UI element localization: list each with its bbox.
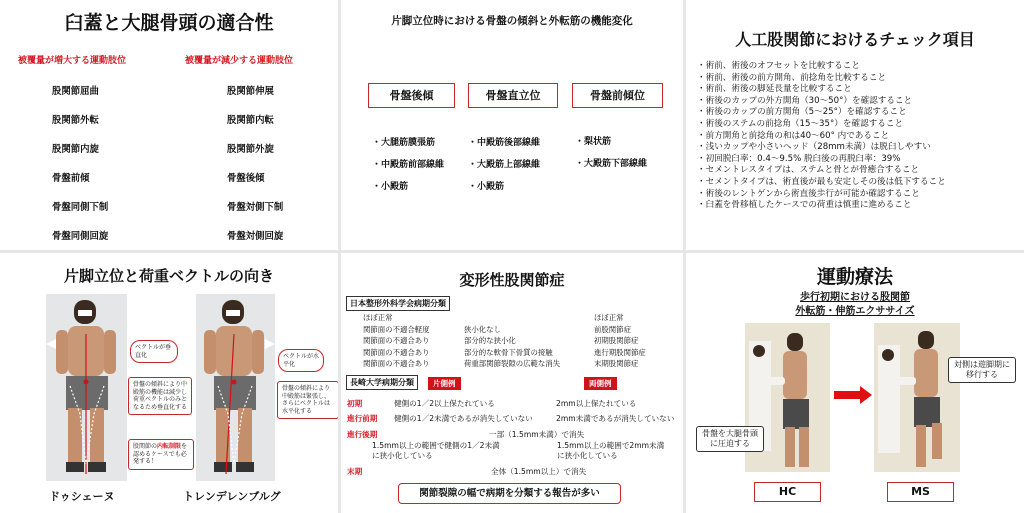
list-item: 骨盤対側下制 [227, 202, 284, 213]
table-cell: 狭小化なし [464, 324, 501, 334]
stage-pre-advanced-bi: 2mm未満であるが消失していない [556, 414, 675, 423]
list-item: ・術前、術後の前方開角、前捻角を比較すること [697, 72, 887, 83]
muscle-list-posterior [372, 132, 444, 198]
table-cell: 進行期股関節症 [594, 347, 646, 357]
list-item: ・大殿筋下部線維 [575, 159, 648, 169]
jos-col-stage [594, 312, 646, 370]
muscle-list-neutral [468, 132, 540, 198]
panel-tha-checklist [686, 0, 1024, 250]
label-trendelenburg: トレンデレンブルグ [183, 490, 281, 503]
panel6-subtitle-2: 外転筋・伸筋エクササイズ [795, 306, 915, 317]
table-cell: 荷重部関節裂隙の広範な消失 [464, 359, 561, 368]
table-cell: 関節面の不適合あり [363, 336, 430, 345]
stage-early-bi: 2mm以上保たれている [556, 399, 637, 408]
list-item: ・術後のカップの外方開角（30〜50°）を確認すること [697, 95, 913, 106]
callout-compress-femoral-head: 骨盤を大腿骨頭に圧迫する [696, 426, 764, 452]
panel6-title: 運動療法 [816, 266, 893, 288]
stage-late-advanced-uni-1: 1.5mm以上の範囲で健側の1／2未満 [372, 441, 500, 450]
table-cell: 末期股関節症 [594, 359, 639, 368]
list-item: 骨盤同側下制 [52, 202, 109, 213]
list-item: 股関節内転 [227, 115, 274, 126]
list-item: ・浅いカップや小さいヘッド（28mm未満）は脱臼しやすい [697, 142, 931, 153]
stage-pre-advanced-uni: 健側の1／2未満であるが消失していない [394, 414, 533, 423]
panel2-title: 片脚立位時における骨盤の傾斜と外転筋の機能変化 [391, 15, 633, 27]
jos-col-joint [363, 312, 430, 370]
panel4-title: 片脚立位と荷重ベクトルの向き [63, 267, 274, 285]
table-cell: 部分的な狭小化 [464, 336, 516, 345]
panel6-subtitle-1: 歩行初期における股関節 [800, 292, 910, 303]
label-hc: HC [754, 482, 821, 502]
list-item: 股関節内旋 [52, 144, 99, 155]
list-item: 股関節伸展 [227, 86, 274, 97]
callout-contralateral-swing: 対側は遊脚期に移行する [948, 357, 1016, 383]
stage-late-advanced-bi-1: 1.5mm以上の範囲で2mm未満 [557, 441, 665, 450]
stage-end-all: 全体（1.5mm以上）で消失 [491, 467, 587, 476]
nagasaki-classification-label: 長崎大学病期分類 [346, 375, 418, 390]
callout-adduction-red: 内転制限 [157, 443, 182, 450]
list-item: ・中殿筋前部線維 [372, 160, 445, 170]
list-item: 股関節屈曲 [52, 86, 99, 97]
table-cell: ほぼ正常 [594, 313, 624, 322]
list-item: ・術後のレントゲンから術直後歩行が可能か確認すること [697, 188, 920, 199]
stage-late-advanced-bi-2: に狭小化している [557, 451, 618, 460]
list-item: ・術後のカップの前方開角（5〜25°）を確認すること [697, 107, 907, 118]
duchenne-photo [46, 294, 127, 481]
panel-hip-oa [341, 253, 683, 513]
callout-adduction-pre: 股関節の [133, 443, 158, 450]
panel1-title: 臼蓋と大腿骨頭の適合性 [64, 12, 274, 34]
stage-late-advanced-top: 一部（1.5mm未満）で消失 [489, 430, 585, 439]
stage-early-uni: 健側の1／2以上保たれている [394, 399, 495, 408]
panel5-title: 変形性股関節症 [459, 271, 565, 289]
panel-pelvic-tilt [341, 0, 683, 250]
list-item: ・セメントレスタイプは、ステムと骨とが骨癒合すること [697, 165, 920, 176]
callout-trendelenburg-explanation: 骨盤の傾斜により中殿筋は緊張し、さらにベクトルは水平化する [277, 381, 338, 419]
list-item: ・大殿筋上部線維 [468, 160, 541, 170]
list-item: ・臼蓋を骨移植したケースでの荷重は慎重に進めること [697, 200, 912, 211]
stage-late-advanced-uni-2: に狭小化している [372, 451, 433, 460]
list-item: ・小殿筋 [372, 182, 409, 192]
list-item: 股関節外転 [52, 115, 99, 126]
footer-note: 関節裂隙の幅で病期を分類する報告が多い [398, 483, 621, 504]
unilateral-badge: 片側例 [428, 377, 461, 390]
ms-photo [874, 323, 960, 472]
table-cell: 関節面の不適合軽度 [363, 324, 430, 334]
callout-adduction-limit [128, 439, 194, 470]
list-item: 骨盤同側回旋 [52, 231, 109, 242]
right-arrow-icon [834, 386, 872, 404]
decrease-header: 被覆量が減少する運動肢位 [185, 56, 294, 66]
stage-late-advanced: 進行後期 [347, 430, 378, 439]
checklist [697, 61, 946, 212]
list-item: 骨盤対側回旋 [227, 231, 284, 242]
table-cell: 前股関節症 [594, 324, 631, 334]
list-item: 骨盤前傾 [52, 173, 90, 184]
stage-early: 初期 [347, 399, 363, 408]
standing-figure-illustration [46, 294, 127, 481]
panel-load-vector [0, 253, 338, 513]
list-item: ・術前、術後の脚延長量を比較すること [697, 84, 852, 95]
list-item: ・梨状筋 [575, 137, 612, 147]
table-cell: 初期股関節症 [594, 336, 639, 345]
table-cell: 部分的な軟骨下骨質の接触 [464, 347, 553, 357]
table-cell: ほぼ正常 [363, 313, 393, 322]
box-neutral: 骨盤直立位 [468, 83, 558, 108]
muscle-list-anterior [575, 131, 647, 175]
jos-classification-label: 日本整形外科学会病期分類 [346, 296, 450, 311]
callout-adduction-post: を認めるケースでも必発する！ [133, 443, 188, 465]
box-anterior-tilt: 骨盤前傾位 [572, 83, 663, 108]
list-item: ・中殿筋後部線維 [468, 138, 541, 148]
table-cell: 関節面の不適合あり [363, 347, 430, 357]
list-item: ・術後のステムの前捻角（15〜35°）を確認すること [697, 118, 904, 129]
trendelenburg-photo [196, 294, 275, 481]
table-cell [464, 312, 560, 324]
list-item: ・セメントタイプは、術直後が最も安定しその後は低下すること [697, 176, 946, 187]
table-cell: 関節面の不適合あり [363, 359, 430, 368]
panel3-title: 人工股関節におけるチェック項目 [735, 30, 975, 49]
panel-acetabulum-coverage [0, 0, 338, 250]
exercise-illustration [874, 323, 960, 472]
label-ms: MS [887, 482, 954, 502]
list-item: ・小殿筋 [468, 182, 505, 192]
standing-figure-illustration [196, 294, 275, 481]
list-item: 骨盤後傾 [227, 173, 265, 184]
increase-header: 被覆量が増大する運動肢位 [18, 56, 127, 66]
list-item: ・大腿筋膜張筋 [372, 138, 436, 148]
stage-pre-advanced: 進行前期 [347, 414, 378, 423]
bilateral-badge: 両側例 [584, 377, 617, 390]
list-item: ・初回脱臼率：0.4〜9.5% 脱臼後の再脱臼率：39% [697, 153, 901, 164]
callout-duchenne-explanation: 骨盤の傾斜により中殿筋の機能は減少し荷重ベクトルのみとなるため垂直化する [128, 377, 192, 415]
jos-col-space [464, 312, 560, 370]
label-duchenne: ドゥシェーヌ [49, 490, 115, 503]
list-item: ・前方開角と前捻角の和は40〜60° 内であること [697, 130, 890, 141]
list-item: 股関節外旋 [227, 144, 274, 155]
increase-list [52, 77, 108, 250]
panel-exercise-therapy [686, 253, 1024, 513]
box-posterior-tilt: 骨盤後傾 [368, 83, 455, 108]
callout-horizontal-vector: ベクトルが水平化 [278, 349, 324, 372]
callout-vertical-vector: ベクトルが垂直化 [130, 340, 178, 363]
stage-end: 末期 [347, 467, 363, 476]
decrease-list [227, 77, 283, 250]
list-item: ・術前、術後のオフセットを比較すること [697, 61, 860, 71]
